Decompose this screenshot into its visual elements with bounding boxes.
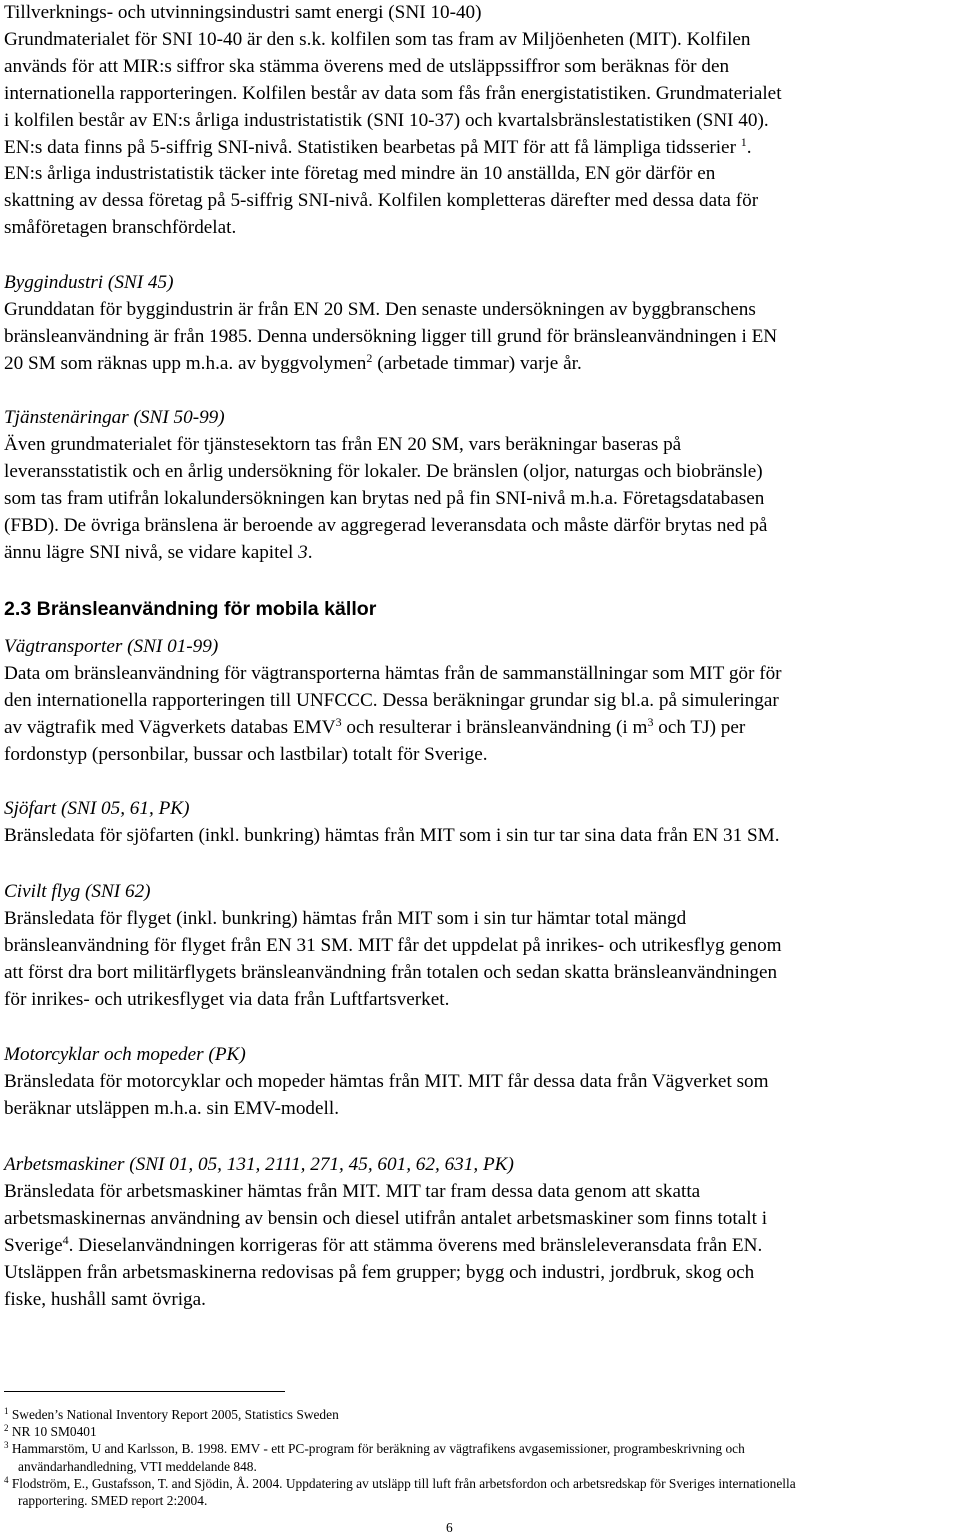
footnote-1 [4, 1406, 954, 1423]
footnote-3 [4, 1440, 954, 1457]
footnote-2 [4, 1423, 954, 1440]
footnote-text: NR 10 SM0401 [11, 1424, 97, 1440]
arbets-line: arbetsmaskinernas användning av bensin och diesel utifrån antalet arbetsmaskiner som finns totalt i [4, 1207, 768, 1229]
intro-line: i kolfilen består av EN:s årliga industristatistik (SNI 10-37) och kvartalsbränslestatistiken (SNI 40). [4, 109, 769, 131]
intro-line-text: EN:s data finns på 5-siffrig SNI-nivå. Statistiken bearbetas på MIT för att få lämpliga tidsserier [4, 136, 736, 158]
tjanst-line [4, 540, 954, 567]
footnote-4-cont: rapportering. SMED report 2:2004. [18, 1493, 208, 1509]
vag-line-text: av vägtrafik med Vägverkets databas EMV [4, 716, 336, 738]
intro-line-end: . [746, 136, 752, 158]
flyg-line: Bränsledata för flyget (inkl. bunkring) hämtas från MIT som i sin tur hämtar total mängd [4, 907, 687, 929]
arbets-line [4, 1233, 954, 1260]
vag-line: den internationella rapporteringen till UNFCCC. Dessa beräkningar grundar sig bl.a. på simuleringar [4, 689, 779, 711]
intro-line: småföretagen branschfördelat. [4, 217, 237, 239]
arbets-line-end: . Dieselanvändningen korrigeras för att stämma överens med bränsleleveransdata från EN. [68, 1234, 763, 1256]
motor-section [4, 1042, 954, 1123]
vag-line: fordonstyp (personbilar, bussar och lastbilar) totalt för Sverige. [4, 743, 488, 765]
tjanst-line: (FBD). De övriga bränslena är beroende av aggregerad leveransdata och måste därför brytas ned på [4, 514, 768, 536]
arbets-line: Bränsledata för arbetsmaskiner hämtas från MIT. MIT tar fram dessa data genom att skatta [4, 1180, 701, 1202]
footnote-3-cont: användarhandledning, VTI meddelande 848. [18, 1458, 257, 1474]
tjanst-line: som tas fram utifrån lokalundersökningen kan brytas ned på fin SNI-nivå m.h.a. Företagsdatabasen [4, 487, 765, 509]
arbets-line-text: Sverige [4, 1234, 63, 1256]
footnote-text: Sweden’s National Inventory Report 2005, Statistics Sweden [11, 1407, 339, 1422]
intro-line: EN:s årliga industristatistik täcker inte företag med mindre än 10 anställda, EN gör därför en [4, 163, 716, 185]
intro-line [4, 135, 954, 162]
intro-line: Grundmaterialet för SNI 10-40 är den s.k. kolfilen som tas fram av Miljöenheten (MIT). Kolfilen [4, 28, 751, 50]
tjanst-line: Även grundmaterialet för tjänstesektorn tas från EN 20 SM, vars beräkningar baseras på [4, 433, 682, 455]
sjo-line: Bränsledata för sjöfarten (inkl. bunkring) hämtas från MIT som i sin tur tar sina data från EN 31 SM. [4, 824, 780, 846]
flyg-line: för inrikes- och utrikesflyget via data från Luftfartsverket. [4, 988, 450, 1010]
tjanst-line: leveransstatistik och en årlig undersökning för lokaler. De bränslen (oljor, naturgas och biobränsle) [4, 460, 763, 482]
footnote-ref-4: 4 [62, 1232, 69, 1247]
motor-heading: Motorcyklar och mopeder (PK) [4, 1044, 246, 1065]
footnote-number: 4 [4, 1474, 9, 1485]
footnote-ref-2: 2 [366, 350, 373, 365]
motor-line: beräknar utsläppen m.h.a. sin EMV-modell. [4, 1097, 340, 1119]
intro-line: används för att MIR:s siffror ska stämma överens med de utsläppssiffror som beräknas för den [4, 55, 730, 77]
intro-section [4, 0, 954, 242]
intro-line: internationella rapporteringen. Kolfilen består av data som fås från energistatistiken. Grundmaterialet [4, 82, 782, 104]
bygg-line: Grunddatan för byggindustrin är från EN 20 SM. Den senaste undersökningen av byggbranschens [4, 298, 756, 320]
arbets-line: Utsläppen från arbetsmaskinerna redovisas på fem grupper; bygg och industri, jordbruk, skog och [4, 1261, 755, 1283]
sjo-section [4, 796, 954, 850]
unit-exponent: 3 [647, 714, 654, 729]
section-heading: 2.3 Bränsleanvändning för mobila källor [4, 598, 377, 620]
footnote-text: Hammarstöm, U and Karlsson, B. 1998. EMV - ett PC-program för beräkning av vägtrafikens avgasemissioner, programbeskrivning och [11, 1441, 745, 1457]
footnotes [4, 1406, 954, 1509]
tjanst-section [4, 405, 954, 566]
footnote-divider [4, 1391, 285, 1392]
vag-line: Data om bränsleanvändning för vägtransporterna hämtas från de sammanställningar som MIT gör för [4, 662, 782, 684]
flyg-section [4, 879, 954, 1014]
footnote-4 [4, 1475, 954, 1492]
footnote-number: 1 [4, 1406, 9, 1416]
vag-heading: Vägtransporter (SNI 01-99) [4, 636, 219, 657]
flyg-heading: Civilt flyg (SNI 62) [4, 881, 151, 902]
arbets-line: fiske, hushåll samt övriga. [4, 1288, 206, 1310]
tjanst-heading: Tjänstenäringar (SNI 50-99) [4, 407, 225, 428]
flyg-line: bränsleanvändning för flyget från EN 31 SM. MIT får det uppdelat på inrikes- och utrikesflyg genom [4, 934, 782, 956]
intro-line: skattning av dessa företag på 5-siffrig SNI-nivå. Kolfilen kompletteras därefter med dessa data för [4, 190, 759, 212]
sjo-heading: Sjöfart (SNI 05, 61, PK) [4, 798, 190, 819]
section-2-3 [4, 596, 954, 622]
tjanst-line-text: ännu lägre SNI nivå, se vidare kapitel [4, 541, 299, 563]
vag-line [4, 715, 954, 742]
arbets-section [4, 1152, 954, 1313]
vag-section [4, 634, 954, 769]
chapter-ref: 3 [298, 541, 308, 563]
motor-line: Bränsledata för motorcyklar och mopeder hämtas från MIT. MIT får dessa data från Vägverket som [4, 1070, 769, 1092]
page-number: 6 [446, 1520, 453, 1535]
flyg-line: att först dra bort militärflygets bränsleanvändning från totalen och sedan skatta bränsleanvändningen [4, 961, 778, 983]
footnote-ref-3: 3 [335, 714, 342, 729]
bygg-line: bränsleanvändning är från 1985. Denna undersökning ligger till grund för bränsleanvändningen i EN [4, 325, 778, 347]
bygg-section [4, 270, 954, 378]
footnote-number: 2 [4, 1423, 9, 1434]
bygg-line [4, 351, 954, 378]
footnote-ref-1: 1 [740, 134, 747, 149]
bygg-line-text: 20 SM som räknas upp m.h.a. av byggvolymen [4, 352, 367, 374]
arbets-heading: Arbetsmaskiner (SNI 01, 05, 131, 2111, 271, 45, 601, 62, 631, PK) [4, 1154, 514, 1175]
tjanst-line-end: . [307, 541, 313, 563]
footnote-text: Flodström, E., Gustafsson, T. and Sjödin, Å. 2004. Uppdatering av utsläpp till luft från arbetsfordon och arbetsredskap för Sveriges internationella [11, 1475, 796, 1491]
bygg-heading: Byggindustri (SNI 45) [4, 272, 174, 293]
vag-line-text: och resulterar i bränsleanvändning (i m [341, 716, 648, 738]
vag-line-end: och TJ) per [653, 716, 746, 738]
footnote-number: 3 [4, 1440, 9, 1451]
intro-heading: Tillverknings- och utvinningsindustri samt energi (SNI 10-40) [4, 2, 482, 23]
bygg-line-end: (arbetade timmar) varje år. [372, 352, 582, 374]
